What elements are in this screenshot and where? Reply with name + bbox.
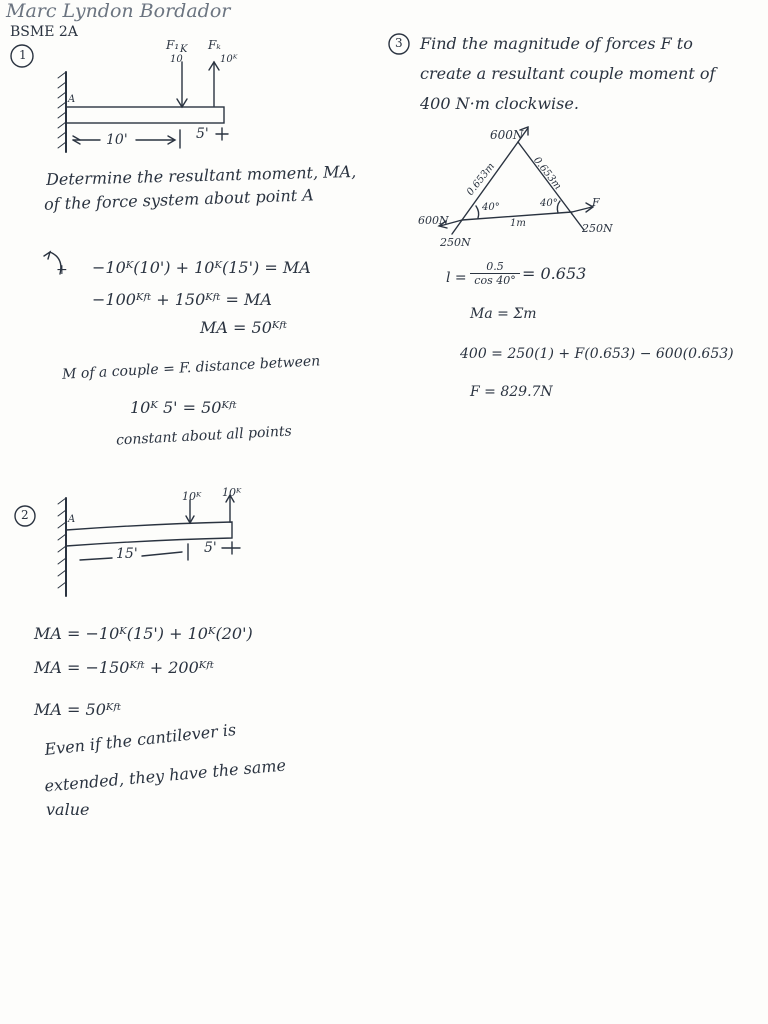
p2-eq2: MA = −150ᴷᶠᵗ + 200ᴷᶠᵗ	[34, 658, 214, 677]
p3-top-force: 600N	[490, 128, 524, 142]
p2-note-line1: Even if the cantilever is	[43, 719, 237, 760]
problem-1-number: 1	[19, 48, 27, 62]
p2-eq1: MA = −10ᴷ(15') + 10ᴷ(20')	[34, 624, 253, 643]
p3-right-angle: 40°	[540, 198, 558, 209]
p3-right-bottom-force: 250N	[582, 222, 613, 235]
p1-question-line1: Determine the resultant moment, MA,	[45, 161, 357, 190]
p3-right-force: F	[592, 196, 600, 209]
p3-question-line2: create a resultant couple moment of	[420, 64, 716, 83]
p2-force2-value: 10ᴷ	[222, 486, 242, 499]
p3-right-side: 0.653m	[530, 155, 564, 192]
p3-base: 1m	[510, 218, 526, 229]
p2-dist2: 5'	[204, 540, 217, 556]
p1-force2-label: Fₖ	[208, 38, 221, 52]
p1-force1-sub: K	[180, 44, 188, 55]
p1-dist1: 10'	[106, 132, 128, 148]
p3-eq3: F = 829.7N	[470, 384, 553, 400]
p3-frac-den: cos 40°	[474, 274, 516, 287]
p1-note2: 10ᴷ 5' = 50ᴷᶠᵗ	[130, 398, 237, 417]
p2-note-line3: value	[46, 800, 90, 819]
problem-2-number: 2	[21, 508, 29, 522]
p3-left-angle: 40°	[482, 202, 500, 213]
p3-left-force: 600N	[418, 214, 449, 227]
p1-eq1: −10ᴷ(10') + 10ᴷ(15') = MA	[92, 258, 311, 277]
p1-force1-value: 10	[170, 54, 183, 65]
p2-point-label: A	[68, 514, 76, 525]
p1-point-label: A	[68, 94, 76, 105]
p1-eq3: MA = 50ᴷᶠᵗ	[200, 318, 288, 337]
p3-eq1: Ma = Σm	[470, 306, 537, 322]
p3-frac-result: = 0.653	[522, 264, 587, 283]
p2-dist1: 15'	[116, 546, 138, 562]
p3-left-bottom-force: 250N	[440, 236, 471, 249]
student-section: BSME 2A	[10, 24, 78, 40]
p3-eq2: 400 = 250(1) + F(0.653) − 600(0.653)	[460, 346, 734, 362]
p2-force1-value: 10ᴷ	[182, 490, 202, 503]
p1-force1-label: F₁	[166, 38, 180, 52]
student-name: Marc Lyndon Bordador	[6, 0, 231, 22]
p3-question-line3: 400 N·m clockwise.	[420, 94, 579, 113]
p3-frac-num: 0.5	[486, 260, 504, 273]
p1-solution-sign: +	[56, 262, 68, 278]
problem-3-number: 3	[395, 36, 403, 50]
p3-frac-prefix: l =	[446, 270, 467, 286]
p2-note-line2: extended, they have the same	[43, 755, 287, 796]
p2-eq3: MA = 50ᴷᶠᵗ	[34, 700, 122, 719]
p3-fraction	[470, 260, 520, 287]
p3-question-line1: Find the magnitude of forces F to	[420, 34, 693, 53]
p1-dist2: 5'	[196, 126, 209, 142]
p1-note1: M of a couple = F. distance between	[61, 353, 321, 383]
p1-note3: constant about all points	[115, 423, 293, 449]
p1-force2-value: 10ᴷ	[220, 54, 238, 65]
p3-left-side: 0.653m	[464, 161, 498, 198]
p1-eq2: −100ᴷᶠᵗ + 150ᴷᶠᵗ = MA	[92, 290, 272, 309]
beam-1	[66, 107, 224, 123]
p1-question-line2: of the force system about point A	[43, 185, 315, 214]
